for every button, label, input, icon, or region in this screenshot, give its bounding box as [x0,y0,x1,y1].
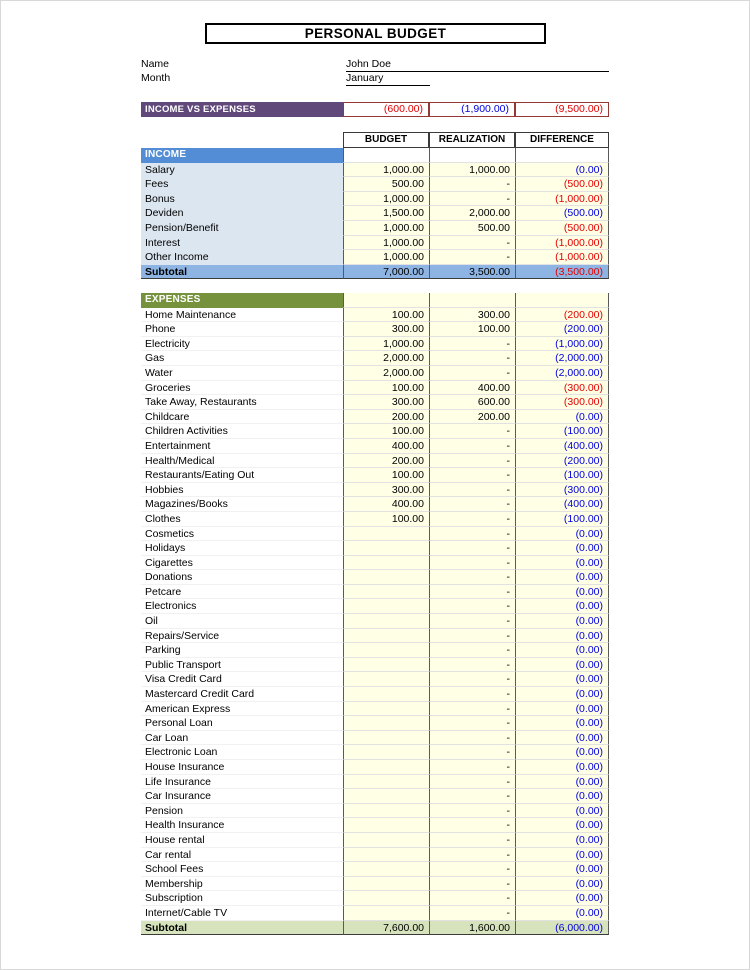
budget-cell[interactable] [343,877,429,892]
row-label-cell[interactable]: Repairs/Service [141,629,343,644]
budget-cell[interactable] [343,541,429,556]
budget-cell[interactable]: 200.00 [343,454,429,469]
table-row [141,206,609,221]
table-row [141,236,609,251]
expense-rows [141,308,609,921]
realization-cell[interactable]: - [429,512,515,527]
table-row [141,906,609,921]
difference-cell[interactable]: (0.00) [515,687,609,702]
budget-cell[interactable] [343,702,429,717]
row-label-cell[interactable]: Other Income [141,250,343,265]
difference-cell[interactable]: (0.00) [515,862,609,877]
income-section [141,148,609,279]
difference-cell[interactable]: (0.00) [515,702,609,717]
difference-cell[interactable]: (300.00) [515,381,609,396]
realization-cell[interactable]: - [429,658,515,673]
realization-cell[interactable]: - [429,585,515,600]
realization-cell[interactable]: 100.00 [429,322,515,337]
empty-cell [515,148,609,163]
realization-cell[interactable]: - [429,351,515,366]
table-row [141,862,609,877]
table-row [141,585,609,600]
realization-cell[interactable]: - [429,439,515,454]
row-label-cell[interactable]: Life Insurance [141,775,343,790]
budget-cell[interactable]: 1,000.00 [343,192,429,207]
name-field-row [141,58,391,72]
budget-cell[interactable]: 100.00 [343,308,429,323]
table-row [141,556,609,571]
budget-cell[interactable]: 2,000.00 [343,351,429,366]
realization-cell[interactable]: - [429,643,515,658]
difference-cell[interactable]: (100.00) [515,468,609,483]
table-row [141,731,609,746]
row-label-cell[interactable]: Phone [141,322,343,337]
difference-cell[interactable]: (300.00) [515,483,609,498]
budget-cell[interactable] [343,804,429,819]
realization-cell[interactable]: - [429,192,515,207]
realization-cell[interactable]: - [429,468,515,483]
row-label-cell[interactable]: Public Transport [141,658,343,673]
realization-cell[interactable]: 200.00 [429,410,515,425]
difference-cell[interactable]: (0.00) [515,818,609,833]
budget-cell[interactable]: 100.00 [343,468,429,483]
budget-cell[interactable]: 1,500.00 [343,206,429,221]
name-value-input[interactable]: John Doe [346,58,609,72]
table-row [141,439,609,454]
row-label-cell[interactable]: Childcare [141,410,343,425]
difference-cell[interactable]: (0.00) [515,848,609,863]
realization-cell[interactable]: - [429,848,515,863]
income-subtotal-label: Subtotal [141,265,343,280]
difference-cell[interactable]: (0.00) [515,745,609,760]
table-row [141,716,609,731]
row-label-cell[interactable]: Clothes [141,512,343,527]
expenses-subtotal-realization[interactable]: 1,600.00 [429,921,515,936]
difference-cell[interactable]: (200.00) [515,308,609,323]
table-row [141,848,609,863]
realization-cell[interactable]: - [429,672,515,687]
row-label-cell[interactable]: Deviden [141,206,343,221]
name-label: Name [141,58,170,70]
expenses-section-header [141,293,609,308]
difference-cell[interactable]: (1,000.00) [515,337,609,352]
budget-cell[interactable] [343,818,429,833]
difference-cell[interactable]: (0.00) [515,804,609,819]
row-label-cell[interactable]: American Express [141,702,343,717]
difference-cell[interactable]: (500.00) [515,221,609,236]
difference-cell[interactable]: (0.00) [515,163,609,178]
row-label-cell[interactable]: Bonus [141,192,343,207]
month-value-input[interactable]: January [346,72,430,86]
row-label-cell[interactable]: Gas [141,351,343,366]
table-row [141,614,609,629]
budget-cell[interactable] [343,629,429,644]
budget-cell[interactable] [343,672,429,687]
row-label-cell[interactable]: Cosmetics [141,527,343,542]
budget-cell[interactable]: 500.00 [343,177,429,192]
budget-cell[interactable] [343,775,429,790]
difference-cell[interactable]: (0.00) [515,877,609,892]
realization-cell[interactable]: - [429,775,515,790]
table-row [141,570,609,585]
budget-cell[interactable]: 100.00 [343,381,429,396]
realization-cell[interactable]: - [429,497,515,512]
table-row [141,891,609,906]
difference-cell[interactable]: (0.00) [515,731,609,746]
row-label-cell[interactable]: House Insurance [141,760,343,775]
row-label-cell[interactable]: Mastercard Credit Card [141,687,343,702]
realization-cell[interactable]: - [429,599,515,614]
table-row [141,760,609,775]
income-subtotal-realization[interactable]: 3,500.00 [429,265,515,280]
column-header-spacer [141,132,343,148]
realization-cell[interactable]: 2,000.00 [429,206,515,221]
difference-cell[interactable]: (0.00) [515,775,609,790]
row-label-cell[interactable]: Car Loan [141,731,343,746]
budget-cell[interactable] [343,862,429,877]
realization-cell[interactable]: - [429,833,515,848]
realization-cell[interactable]: - [429,862,515,877]
row-label-cell[interactable]: Health Insurance [141,818,343,833]
realization-cell[interactable]: 600.00 [429,395,515,410]
row-label-cell[interactable]: Petcare [141,585,343,600]
difference-cell[interactable]: (1,000.00) [515,236,609,251]
table-row [141,527,609,542]
table-row [141,192,609,207]
empty-cell [429,148,515,163]
difference-cell[interactable]: (0.00) [515,614,609,629]
row-label-cell[interactable]: Holidays [141,541,343,556]
row-label-cell[interactable]: House rental [141,833,343,848]
page-title [205,23,546,44]
realization-cell[interactable]: - [429,789,515,804]
row-label-cell[interactable]: Car Insurance [141,789,343,804]
row-label-cell[interactable]: Electricity [141,337,343,352]
budget-cell[interactable]: 300.00 [343,322,429,337]
budget-cell[interactable] [343,848,429,863]
difference-cell[interactable]: (500.00) [515,206,609,221]
difference-cell[interactable]: (100.00) [515,512,609,527]
expenses-subtotal-difference[interactable]: (6,000.00) [515,921,609,936]
row-label-cell[interactable]: Electronics [141,599,343,614]
difference-cell[interactable]: (0.00) [515,541,609,556]
expenses-subtotal-label: Subtotal [141,921,343,936]
table-row [141,804,609,819]
budget-cell[interactable]: 1,000.00 [343,337,429,352]
table-row [141,745,609,760]
realization-cell[interactable]: - [429,366,515,381]
difference-cell[interactable]: (400.00) [515,497,609,512]
table-row [141,322,609,337]
budget-cell[interactable] [343,599,429,614]
expenses-subtotal-budget[interactable]: 7,600.00 [343,921,429,936]
difference-cell[interactable]: (0.00) [515,643,609,658]
difference-cell[interactable]: (0.00) [515,585,609,600]
budget-cell[interactable] [343,833,429,848]
budget-cell[interactable]: 1,000.00 [343,236,429,251]
table-row [141,250,609,265]
realization-cell[interactable]: - [429,424,515,439]
summary-label: INCOME VS EXPENSES [141,102,343,117]
row-label-cell[interactable]: Personal Loan [141,716,343,731]
budget-cell[interactable]: 200.00 [343,410,429,425]
difference-cell[interactable]: (300.00) [515,395,609,410]
realization-cell[interactable]: - [429,877,515,892]
empty-cell [343,148,429,163]
budget-cell[interactable]: 1,000.00 [343,163,429,178]
table-row [141,672,609,687]
realization-cell[interactable]: - [429,337,515,352]
difference-cell[interactable]: (0.00) [515,527,609,542]
row-label-cell[interactable]: Pension [141,804,343,819]
budget-cell[interactable] [343,556,429,571]
budget-cell[interactable] [343,570,429,585]
budget-cell[interactable] [343,658,429,673]
budget-cell[interactable]: 300.00 [343,483,429,498]
difference-cell[interactable]: (100.00) [515,424,609,439]
row-label-cell[interactable]: Membership [141,877,343,892]
realization-cell[interactable]: - [429,236,515,251]
summary-realization-cell[interactable]: (1,900.00) [429,102,515,117]
difference-cell[interactable]: (0.00) [515,760,609,775]
difference-cell[interactable]: (0.00) [515,556,609,571]
row-label-cell[interactable]: Car rental [141,848,343,863]
table-row [141,424,609,439]
difference-cell[interactable]: (2,000.00) [515,351,609,366]
budget-cell[interactable]: 400.00 [343,439,429,454]
income-rows [141,163,609,265]
realization-cell[interactable]: - [429,527,515,542]
difference-cell[interactable]: (0.00) [515,672,609,687]
table-row [141,818,609,833]
budget-cell[interactable]: 100.00 [343,424,429,439]
budget-cell[interactable]: 1,000.00 [343,221,429,236]
row-label-cell[interactable]: Donations [141,570,343,585]
realization-cell[interactable]: - [429,541,515,556]
realization-cell[interactable]: - [429,702,515,717]
table-row [141,541,609,556]
table-row [141,599,609,614]
realization-cell[interactable]: 500.00 [429,221,515,236]
difference-cell[interactable]: (2,000.00) [515,366,609,381]
table-row [141,687,609,702]
table-row [141,497,609,512]
realization-cell[interactable]: - [429,177,515,192]
budget-cell[interactable]: 100.00 [343,512,429,527]
realization-cell[interactable]: - [429,454,515,469]
summary-difference-cell[interactable]: (9,500.00) [515,102,609,117]
difference-cell[interactable]: (0.00) [515,789,609,804]
table-row [141,702,609,717]
realization-cell[interactable]: - [429,570,515,585]
row-label-cell[interactable]: Pension/Benefit [141,221,343,236]
budget-cell[interactable] [343,614,429,629]
table-row [141,163,609,178]
budget-cell[interactable]: 400.00 [343,497,429,512]
realization-cell[interactable]: - [429,745,515,760]
table-row [141,410,609,425]
difference-cell[interactable]: (0.00) [515,599,609,614]
realization-cell[interactable]: 1,000.00 [429,163,515,178]
difference-cell[interactable]: (200.00) [515,322,609,337]
realization-cell[interactable]: - [429,250,515,265]
budget-cell[interactable] [343,731,429,746]
realization-cell[interactable]: - [429,556,515,571]
column-header-realization: REALIZATION [429,132,515,148]
difference-cell[interactable]: (0.00) [515,570,609,585]
budget-cell[interactable] [343,687,429,702]
budget-cell[interactable] [343,906,429,921]
row-label-cell[interactable]: Parking [141,643,343,658]
row-label-cell[interactable]: Subscription [141,891,343,906]
empty-cell [515,293,609,308]
page-title-text: PERSONAL BUDGET [304,26,447,41]
realization-cell[interactable]: - [429,906,515,921]
table-row [141,658,609,673]
budget-cell[interactable] [343,716,429,731]
table-row [141,351,609,366]
realization-cell[interactable]: - [429,483,515,498]
table-row [141,366,609,381]
table-row [141,775,609,790]
row-label-cell[interactable]: Magazines/Books [141,497,343,512]
budget-cell[interactable] [343,745,429,760]
budget-cell[interactable] [343,585,429,600]
table-row [141,221,609,236]
income-vs-expenses-row [141,102,609,117]
table-row [141,308,609,323]
month-field-row [141,72,384,86]
income-subtotal-row [141,265,609,280]
row-label-cell[interactable]: Oil [141,614,343,629]
difference-cell[interactable]: (0.00) [515,891,609,906]
row-label-cell[interactable]: Take Away, Restaurants [141,395,343,410]
budget-cell[interactable] [343,891,429,906]
row-label-cell[interactable]: Children Activities [141,424,343,439]
table-row [141,454,609,469]
expenses-subtotal-row [141,921,609,936]
row-label-cell[interactable]: Water [141,366,343,381]
realization-cell[interactable]: - [429,716,515,731]
difference-cell[interactable]: (0.00) [515,716,609,731]
budget-cell[interactable]: 2,000.00 [343,366,429,381]
table-row [141,483,609,498]
row-label-cell[interactable]: Electronic Loan [141,745,343,760]
difference-cell[interactable]: (0.00) [515,410,609,425]
row-label-cell[interactable]: Home Maintenance [141,308,343,323]
empty-cell [429,293,515,308]
expenses-section [141,293,609,935]
empty-cell [343,293,429,308]
row-label-cell[interactable]: Health/Medical [141,454,343,469]
column-headers [141,132,609,148]
budget-cell[interactable] [343,760,429,775]
difference-cell[interactable]: (1,000.00) [515,192,609,207]
income-subtotal-difference[interactable]: (3,500.00) [515,265,609,280]
realization-cell[interactable]: 400.00 [429,381,515,396]
row-label-cell[interactable]: Visa Credit Card [141,672,343,687]
table-row [141,395,609,410]
difference-cell[interactable]: (0.00) [515,906,609,921]
realization-cell[interactable]: - [429,614,515,629]
realization-cell[interactable]: - [429,731,515,746]
difference-cell[interactable]: (0.00) [515,833,609,848]
difference-cell[interactable]: (400.00) [515,439,609,454]
realization-cell[interactable]: - [429,818,515,833]
row-label-cell[interactable]: School Fees [141,862,343,877]
column-header-difference: DIFFERENCE [515,132,609,148]
difference-cell[interactable]: (0.00) [515,629,609,644]
realization-cell[interactable]: - [429,804,515,819]
difference-cell[interactable]: (1,000.00) [515,250,609,265]
row-label-cell[interactable]: Interest [141,236,343,251]
row-label-cell[interactable]: Cigarettes [141,556,343,571]
month-label: Month [141,72,171,84]
income-subtotal-budget[interactable]: 7,000.00 [343,265,429,280]
column-header-budget: BUDGET [343,132,429,148]
row-label-cell[interactable]: Fees [141,177,343,192]
row-label-cell[interactable]: Groceries [141,381,343,396]
income-section-header [141,148,609,163]
income-header-label: INCOME [141,148,343,163]
summary-budget-cell[interactable]: (600.00) [343,102,429,117]
table-row [141,643,609,658]
row-label-cell[interactable]: Entertainment [141,439,343,454]
table-row [141,468,609,483]
budget-cell[interactable] [343,527,429,542]
row-label-cell[interactable]: Hobbies [141,483,343,498]
realization-cell[interactable]: - [429,687,515,702]
row-label-cell[interactable]: Internet/Cable TV [141,906,343,921]
budget-cell[interactable] [343,789,429,804]
difference-cell[interactable]: (200.00) [515,454,609,469]
row-label-cell[interactable]: Restaurants/Eating Out [141,468,343,483]
realization-cell[interactable]: - [429,629,515,644]
realization-cell[interactable]: 300.00 [429,308,515,323]
budget-cell[interactable]: 300.00 [343,395,429,410]
row-label-cell[interactable]: Salary [141,163,343,178]
table-row [141,629,609,644]
table-row [141,512,609,527]
table-row [141,789,609,804]
expenses-header-label: EXPENSES [141,293,343,308]
table-row [141,381,609,396]
difference-cell[interactable]: (0.00) [515,658,609,673]
table-row [141,877,609,892]
budget-cell[interactable]: 1,000.00 [343,250,429,265]
realization-cell[interactable]: - [429,760,515,775]
realization-cell[interactable]: - [429,891,515,906]
table-row [141,337,609,352]
table-row [141,833,609,848]
budget-cell[interactable] [343,643,429,658]
table-row [141,177,609,192]
difference-cell[interactable]: (500.00) [515,177,609,192]
